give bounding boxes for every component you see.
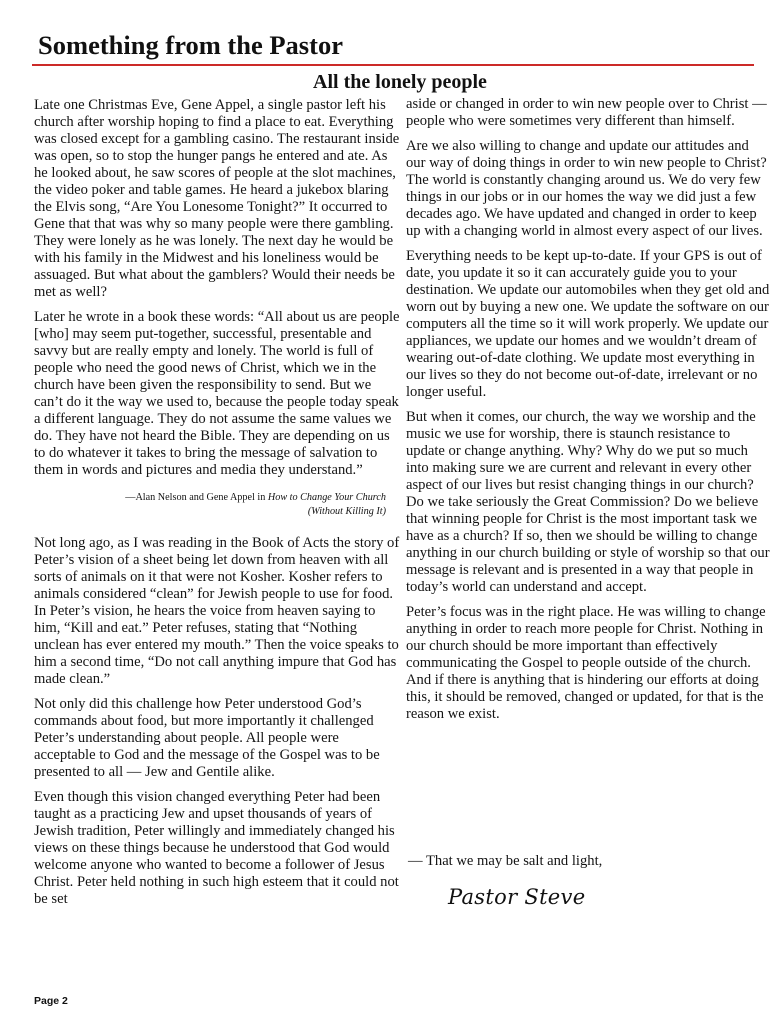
closing-line: — That we may be salt and light, — [408, 853, 603, 869]
quote-attribution — [34, 491, 400, 519]
paragraph: Later he wrote in a book these words: “All about us are people [who] may seem put-together, successful, presentable and savvy but are really empty and lonely. The world is full of people who need the good news of Christ, which we in the church have been given the responsibility to send. But we can’t do it the way we used to, because the people today speak a different language. They do not assume the same values we do. They have not heard the Bible. They are depending on us to do whatever it takes to bring the message of salvation to them in words and pictures and media they understand.” — [34, 309, 400, 478]
paragraph: aside or changed in order to win new people over to Christ — people who were sometimes very different than himself. — [406, 96, 767, 129]
paragraph: Are we also willing to change and update our attitudes and our way of doing things in order to win new people to Christ? The world is constantly changing around us. We do very few things in our jobs or in our homes the way we did just a few decades ago. We have updated and changed in order to keep up with a changing world in almost every aspect of our lives. — [406, 138, 767, 239]
left-column — [34, 97, 400, 916]
paragraph: Everything needs to be kept up-to-date. If your GPS is out of date, you update it so it can accurately guide you to your destination. We update our automobiles when they get old and worn out by buying a new one. We update the software on our computers all the time so it will work properly. We update our appliances, we update our homes and we wouldn’t dream of wearing out-of-date clothing. We update most everything in our lives so they do not become out-of-date, irrelevant or no longer useful. — [406, 248, 770, 400]
title-rule — [32, 64, 754, 66]
paragraph: Even though this vision changed everything Peter had been taught as a practicing Jew and upset thousands of years of Jewish tradition, Peter willingly and immediately changed his views on these things because he understood that God would welcome anyone who wanted to become a follower of Jesus Christ. Peter held nothing in such high esteem that it could not be set — [34, 789, 399, 907]
paragraph: Peter’s focus was in the right place. He was willing to change anything in order to reach more people for Christ. Nothing in our church should be more important than effectively communicating the Gospel to people outside of the church. And if there is anything that is hindering our efforts at doing this, it should be removed, changed or updated, for that is the reason we exist. — [406, 604, 766, 722]
paragraph: Late one Christmas Eve, Gene Appel, a single pastor left his church after worship hoping to find a place to eat. Everything was closed except for a gambling casino. The restaurant inside was open, so to stop the hunger pangs he entered and ate. As he looked about, he saw scores of people at the slot machines, the video poker and table games. He heard a jukebox blaring the Elvis song, “Are You Lonesome Tonight?” It occurred to Gene that that was why so many people were there gambling. They were lonely as he was lonely. The next day he would be with his family in the Midwest and his loneliness would be assuaged. But what about the gamblers? Would their needs be met as well? — [34, 97, 400, 300]
attribution-authors: —Alan Nelson and Gene Appel in — [125, 492, 266, 503]
pastor-signature: Pastor Steve — [448, 885, 586, 909]
paragraph: Not only did this challenge how Peter understood God’s commands about food, but more importantly it challenged Peter’s understanding about people. All people were acceptable to God and the message of the Gospel was to be presented to all — Jew and Gentile alike. — [34, 696, 380, 780]
paragraph: Not long ago, as I was reading in the Book of Acts the story of Peter’s vision of a sheet being let down from heaven with all sorts of animals on it that were not Kosher. Kosher refers to animals considered “clean” for Jewish people to use for food. In Peter’s vision, he hears the voice from heaven saying to him, “Kill and eat.” Peter refuses, stating that “Nothing unclean has ever entered my mouth.” Then the voice speaks to him a second time, “Do not call anything impure that God has made clean.” — [34, 535, 400, 687]
page-number: Page 2 — [34, 995, 68, 1007]
right-column — [406, 96, 770, 731]
article-title: All the lonely people — [313, 71, 487, 93]
attribution-book-title: How to Change Your Church — [267, 492, 386, 503]
section-title: Something from the Pastor — [38, 30, 343, 60]
paragraph: But when it comes, our church, the way we worship and the music we use for worship, there is staunch resistance to update or change anything. Why? Why do we put so much into making sure we are current and relevant in every other aspect of our lives but resist changing things in our church? Do we take seriously the Great Commission? Do we believe that winning people for Christ is the most important task we have as a church? If so, then we should be willing to change anything in our church building or style of worship so that our message is relevant and is presented in a way that people in today’s world can understand and accept. — [406, 409, 770, 595]
attribution-book-subtitle: (Without Killing It) — [307, 506, 386, 517]
